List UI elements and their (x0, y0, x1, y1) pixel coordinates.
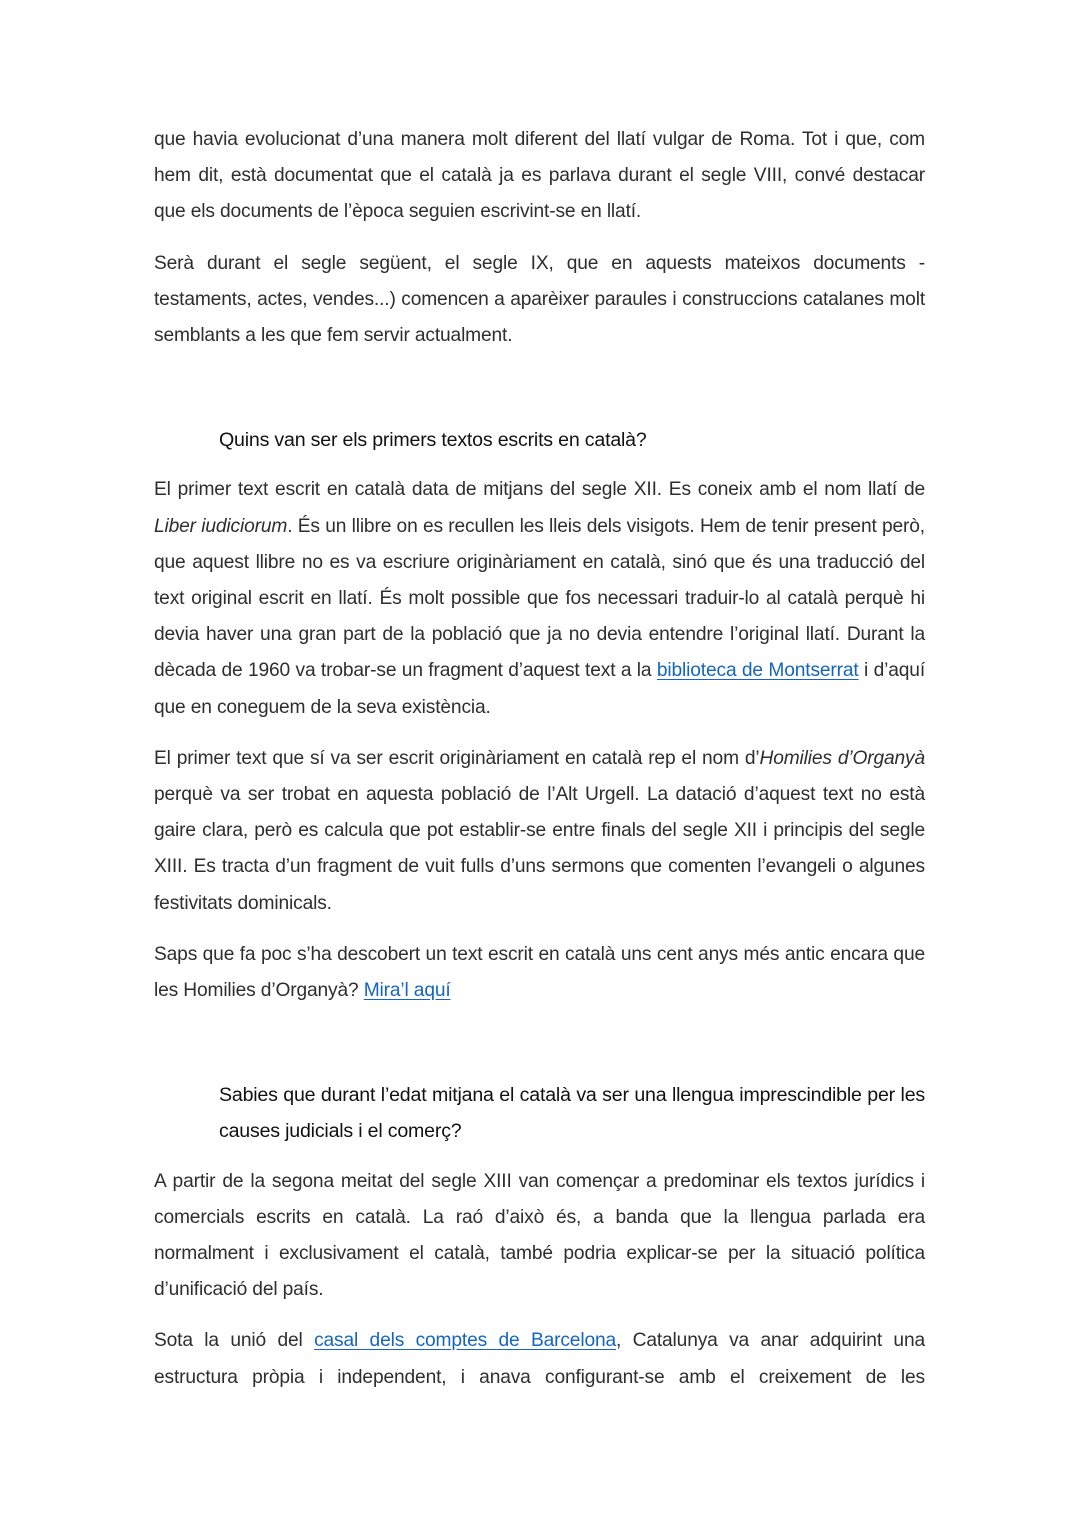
text-span: i d’aquí que en coneguem de la seva existència. (154, 660, 925, 718)
text-span: Saps que fa poc s’ha descobert un text escrit en català uns cent anys més antic encara que les Homilies d’Organyà? (154, 943, 925, 1002)
italic-title-homilies: Homilies d’Organyà (759, 747, 925, 769)
paragraph-saps-que (154, 937, 925, 1009)
paragraph-intro: que havia evolucionat d’una manera molt diferent del llatí vulgar de Roma. Tot i que, com hem dit, està documentat que el català ja es parlava durant el segle VIII, convé destacar que els documents de l’època seguien escrivint-se en llatí. (154, 129, 925, 223)
paragraph-segle-ix: Serà durant el segle següent, el segle IX, que en aquests mateixos documents - testaments, actes, vendes...) comencen a aparèixer paraules i construccions catalanes molt semblants a les que fem servir actualment. (154, 252, 925, 347)
paragraph-segle-xiii: A partir de la segona meitat del segle XIII van començar a predominar els textos jurídics i comercials escrits en català. La raó d’això és, a banda que la llengua parlada era normalment i exclusivament el català, també podria explicar-se per la situació política d’unificació del país. (154, 1170, 925, 1301)
paragraph-casal-comptes (154, 1323, 925, 1395)
link-casal-comptes-barcelona[interactable]: casal dels comptes de Barcelona (314, 1330, 617, 1352)
section-heading-edat-mitjana: Sabies que durant l’edat mitjana el català va ser una llengua imprescindible per les causes judicials i el comerç? (219, 1084, 925, 1143)
link-biblioteca-montserrat[interactable]: biblioteca de Montserrat (656, 660, 859, 682)
section-heading-primers-textos: Quins van ser els primers textos escrits en català? (219, 429, 647, 452)
document-page (154, 122, 925, 1396)
paragraph-homilies-organya (154, 741, 925, 922)
italic-title-liber: Liber iudiciorum (154, 515, 288, 537)
paragraph-liber-iudiciorum (154, 472, 925, 725)
text-span: Sota la unió del (154, 1330, 315, 1352)
text-span: El primer text escrit en català data de mitjans del segle XII. Es coneix amb el nom llatí de (154, 479, 925, 501)
text-span: , Catalunya va anar adquirint una estructura pròpia i independent, i anava configurant-se amb el creixement de les (154, 1330, 925, 1388)
text-span: El primer text que sí va ser escrit originàriament en català rep el nom d’ (154, 747, 760, 769)
link-mira-aqui[interactable]: Mira’l aquí (363, 980, 451, 1002)
text-span: perquè va ser trobat en aquesta població de l’Alt Urgell. La datació d’aquest text no està gaire clara, però es calcula que pot establir-se entre finals del segle XII i principis del segle XIII. Es tracta d’un fragment de vuit fulls d’uns sermons que comenten l’evangeli o algunes festivitats dominicals. (154, 784, 925, 914)
text-span: . És un llibre on es recullen les lleis dels visigots. Hem de tenir present però, que aquest llibre no es va escriure originàriament en català, sinó que és una traducció del text original escrit en llatí. És molt possible que fos necessari traduir-lo al català perquè hi devia haver una gran part de la població que ja no devia entendre l’original llatí. Durant la dècada de 1960 va trobar-se un fragment d’aquest text a la (154, 515, 925, 682)
